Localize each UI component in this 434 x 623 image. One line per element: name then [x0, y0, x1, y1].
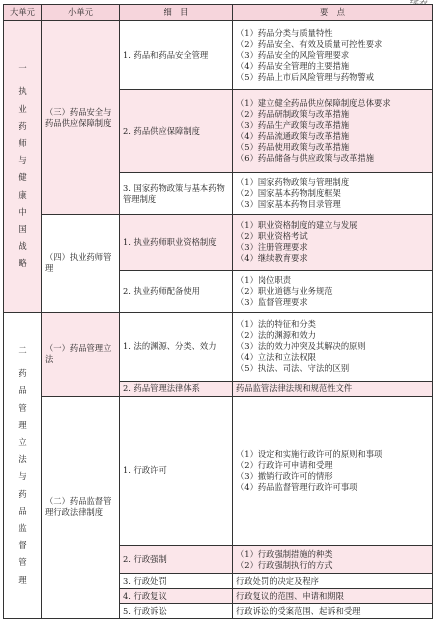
points-cell: （1）药品分类与质量特性 （2）药品安全、有效及质量可控性要求 （3）药品安全的风险管理要求 （4）药品安全管理的主要措施 （5）药品上市后风险管理与药物警戒	[233, 21, 433, 90]
header-detail: 细 目	[120, 5, 233, 21]
detail-cell: 2. 执业药师配备使用	[120, 270, 233, 312]
points-cell: （1）国家药物政策与管理制度 （2）国家基本药物制度框架 （3）国家基本药物目录管理	[233, 173, 433, 215]
detail-cell: 5. 行政诉讼	[120, 604, 233, 619]
sub-unit-cell: （一）药品管理立法	[42, 312, 120, 396]
unit-number: 一	[18, 63, 27, 74]
table-row	[4, 21, 433, 90]
sub-unit-cell: （四）执业药师管理	[42, 215, 120, 313]
detail-cell: 1. 药品和药品安全管理	[120, 21, 233, 90]
detail-cell: 1. 法的渊源、分类、效力	[120, 312, 233, 381]
points-cell: （1）法的特征和分类 （2）法的渊源和效力 （3）法的效力冲突及其解决的原则 （4）立法和立法权限 （5）执法、司法、守法的区别	[233, 312, 433, 381]
points-cell: 药品监管法律法规和规范性文件	[233, 381, 433, 396]
table-row	[4, 396, 433, 545]
sub-unit-cell: （三）药品安全与药品供应保障制度	[42, 21, 120, 215]
points-cell: （1）岗位职责 （2）职业道德与业务规范 （3）监督管理要求	[233, 270, 433, 312]
points-cell: 行政复议的范围、申请和期限	[233, 589, 433, 604]
sub-unit-cell: （二）药品监督管理行政法律制度	[42, 396, 120, 618]
points-cell: （1）建立健全药品供应保障制度总体要求 （2）药品研制政策与改革措施 （3）药品生产政策与改革措施 （4）药品流通政策与改革措施 （5）药品使用政策与改革措施 （6）药品储备与供应政策与改革措施	[233, 90, 433, 173]
header-row	[4, 5, 433, 21]
detail-cell: 1. 行政许可	[120, 396, 233, 545]
detail-cell: 2. 药品供应保障制度	[120, 90, 233, 173]
unit-cell-1: 一 执 业 药 师 与 健 康 中 国 战 略	[4, 21, 42, 313]
unit-number: 二	[18, 344, 27, 355]
syllabus-table	[3, 4, 433, 619]
points-cell: 行政诉讼的受案范围、起诉和受理	[233, 604, 433, 619]
unit-cell-2: 二 药 品 管 理 立 法 与 药 品 监 督 管 理	[4, 312, 42, 618]
table-row	[4, 215, 433, 271]
points-cell: （1）设定和实施行政许可的原则和事项 （2）行政许可申请和受理 （3）撤销行政许可的情形 （4）药品监督管理行政许可事项	[233, 396, 433, 545]
detail-cell: 3. 行政处罚	[120, 574, 233, 589]
detail-cell: 2. 行政强制	[120, 546, 233, 574]
header-big-unit: 大单元	[4, 5, 42, 21]
points-cell: （1）职业资格制度的建立与发展 （2）职业资格考试 （3）注册管理要求 （4）继续教育要求	[233, 215, 433, 271]
table-row	[4, 312, 433, 381]
detail-cell: 1. 执业药师职业资格制度	[120, 215, 233, 271]
detail-cell: 3. 国家药物政策与基本药物管理制度	[120, 173, 233, 215]
points-cell: （1）行政强制措施的种类 （2）行政强制执行的方式	[233, 546, 433, 574]
detail-cell: 4. 行政复议	[120, 589, 233, 604]
points-cell: 行政处罚的决定及程序	[233, 574, 433, 589]
detail-cell: 2. 药品管理法律体系	[120, 381, 233, 396]
header-point: 要 点	[233, 5, 433, 21]
header-small-unit: 小单元	[42, 5, 120, 21]
